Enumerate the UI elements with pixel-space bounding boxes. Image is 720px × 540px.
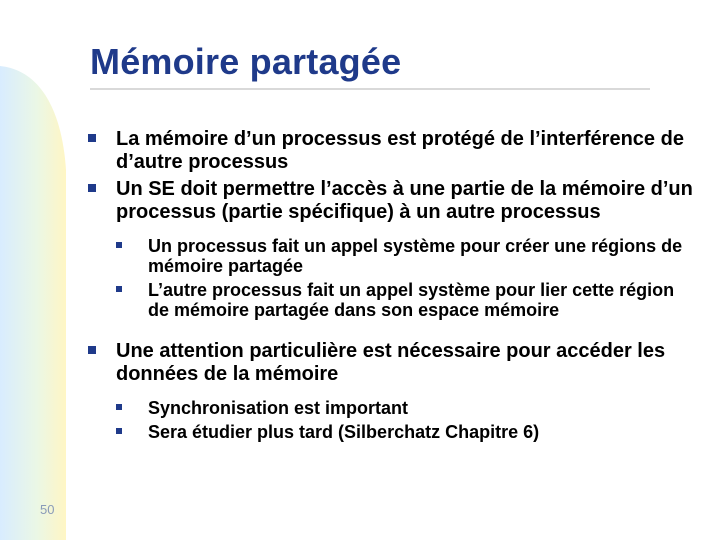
sub-bullet-text: Un processus fait un appel système pour créer une régions de mémoire partagée	[148, 236, 683, 276]
square-bullet-icon	[88, 184, 96, 192]
sub-bullet-item-4	[88, 422, 698, 442]
square-bullet-icon	[88, 346, 96, 354]
title-divider	[90, 88, 650, 90]
sub-bullet-text: Synchronisation est important	[148, 398, 409, 418]
bullet-text: Un SE doit permettre l’accès à une partie de la mémoire d’un processus (partie spécifique) à un autre processus	[116, 178, 693, 223]
square-bullet-icon	[88, 134, 96, 142]
sub-bullet-item-1	[88, 236, 698, 276]
bullet-item-3	[88, 340, 698, 386]
square-bullet-icon	[116, 286, 122, 292]
sub-bullet-item-3	[88, 398, 698, 418]
slide-body	[88, 128, 698, 442]
bullet-text: Une attention particulière est nécessaire pour accéder les données de la mémoire	[116, 340, 666, 385]
square-bullet-icon	[116, 428, 122, 434]
left-gradient-band	[0, 66, 66, 540]
page-number: 50	[40, 502, 55, 517]
title-bar	[90, 42, 650, 82]
sub-bullet-item-2	[88, 280, 698, 320]
sub-bullet-text: Sera étudier plus tard (Silberchatz Chapitre 6)	[148, 422, 540, 442]
bullet-item-1	[88, 128, 698, 174]
slide-title: Mémoire partagée	[90, 41, 402, 82]
bullet-item-2	[88, 178, 698, 224]
square-bullet-icon	[116, 404, 122, 410]
bullet-text: La mémoire d’un processus est protégé de l’interférence de d’autre processus	[116, 128, 684, 173]
sub-bullet-text: L’autre processus fait un appel système pour lier cette région de mémoire partagée dans son espace mémoire	[148, 280, 675, 320]
square-bullet-icon	[116, 242, 122, 248]
